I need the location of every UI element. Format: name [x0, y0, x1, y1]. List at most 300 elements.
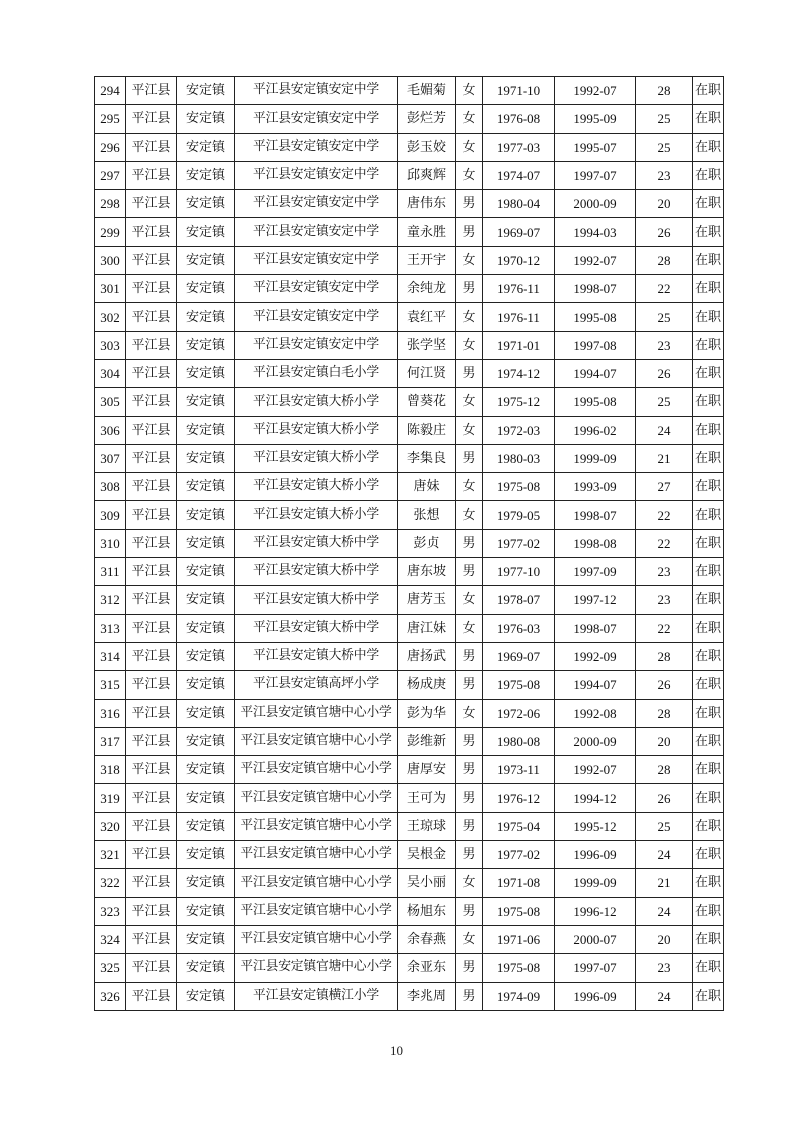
teaching-years-cell: 20 — [636, 925, 693, 953]
birth-date-cell: 1975-12 — [483, 388, 555, 416]
school-cell: 平江县安定镇横江小学 — [235, 982, 398, 1010]
status-cell: 在职 — [693, 444, 724, 472]
teaching-years-cell: 23 — [636, 161, 693, 189]
teaching-years-cell: 23 — [636, 586, 693, 614]
teaching-years-cell: 28 — [636, 756, 693, 784]
row-number-cell: 297 — [95, 161, 126, 189]
status-cell: 在职 — [693, 529, 724, 557]
county-cell: 平江县 — [126, 841, 177, 869]
school-cell: 平江县安定镇白毛小学 — [235, 359, 398, 387]
row-number-cell: 308 — [95, 473, 126, 501]
start-date-cell: 1996-12 — [555, 897, 636, 925]
status-cell: 在职 — [693, 925, 724, 953]
teaching-years-cell: 25 — [636, 105, 693, 133]
birth-date-cell: 1975-08 — [483, 473, 555, 501]
start-date-cell: 1993-09 — [555, 473, 636, 501]
school-cell: 平江县安定镇大桥中学 — [235, 558, 398, 586]
gender-cell: 男 — [456, 727, 483, 755]
row-number-cell: 300 — [95, 246, 126, 274]
page-number: 10 — [390, 1043, 403, 1058]
table-row — [95, 614, 724, 642]
row-number-cell: 318 — [95, 756, 126, 784]
gender-cell: 男 — [456, 841, 483, 869]
gender-cell: 女 — [456, 388, 483, 416]
teaching-years-cell: 23 — [636, 331, 693, 359]
teacher-name-cell: 王开宇 — [398, 246, 456, 274]
teaching-years-cell: 24 — [636, 841, 693, 869]
birth-date-cell: 1977-02 — [483, 529, 555, 557]
table-row — [95, 699, 724, 727]
teacher-name-cell: 陈毅庄 — [398, 416, 456, 444]
teacher-name-cell: 唐江妹 — [398, 614, 456, 642]
row-number-cell: 296 — [95, 133, 126, 161]
start-date-cell: 1996-02 — [555, 416, 636, 444]
teaching-years-cell: 25 — [636, 812, 693, 840]
county-cell: 平江县 — [126, 642, 177, 670]
county-cell: 平江县 — [126, 727, 177, 755]
teaching-years-cell: 28 — [636, 246, 693, 274]
school-cell: 平江县安定镇官塘中心小学 — [235, 727, 398, 755]
status-cell: 在职 — [693, 303, 724, 331]
town-cell: 安定镇 — [177, 303, 235, 331]
teacher-name-cell: 唐扬武 — [398, 642, 456, 670]
school-cell: 平江县安定镇官塘中心小学 — [235, 699, 398, 727]
start-date-cell: 1998-08 — [555, 529, 636, 557]
school-cell: 平江县安定镇安定中学 — [235, 190, 398, 218]
school-cell: 平江县安定镇高坪小学 — [235, 671, 398, 699]
status-cell: 在职 — [693, 416, 724, 444]
town-cell: 安定镇 — [177, 869, 235, 897]
start-date-cell: 1997-08 — [555, 331, 636, 359]
start-date-cell: 1996-09 — [555, 841, 636, 869]
teacher-name-cell: 唐东坡 — [398, 558, 456, 586]
birth-date-cell: 1977-03 — [483, 133, 555, 161]
teacher-name-cell: 唐妹 — [398, 473, 456, 501]
row-number-cell: 309 — [95, 501, 126, 529]
teaching-years-cell: 25 — [636, 133, 693, 161]
school-cell: 平江县安定镇官塘中心小学 — [235, 756, 398, 784]
gender-cell: 女 — [456, 614, 483, 642]
town-cell: 安定镇 — [177, 331, 235, 359]
teaching-years-cell: 22 — [636, 614, 693, 642]
gender-cell: 男 — [456, 671, 483, 699]
school-cell: 平江县安定镇安定中学 — [235, 218, 398, 246]
school-cell: 平江县安定镇官塘中心小学 — [235, 954, 398, 982]
county-cell: 平江县 — [126, 784, 177, 812]
row-number-cell: 312 — [95, 586, 126, 614]
town-cell: 安定镇 — [177, 558, 235, 586]
town-cell: 安定镇 — [177, 246, 235, 274]
town-cell: 安定镇 — [177, 416, 235, 444]
county-cell: 平江县 — [126, 416, 177, 444]
row-number-cell: 301 — [95, 275, 126, 303]
start-date-cell: 1996-09 — [555, 982, 636, 1010]
county-cell: 平江县 — [126, 473, 177, 501]
status-cell: 在职 — [693, 784, 724, 812]
teaching-years-cell: 25 — [636, 388, 693, 416]
status-cell: 在职 — [693, 388, 724, 416]
county-cell: 平江县 — [126, 812, 177, 840]
start-date-cell: 1994-07 — [555, 671, 636, 699]
teacher-name-cell: 杨成庚 — [398, 671, 456, 699]
status-cell: 在职 — [693, 161, 724, 189]
school-cell: 平江县安定镇安定中学 — [235, 105, 398, 133]
birth-date-cell: 1976-12 — [483, 784, 555, 812]
county-cell: 平江县 — [126, 756, 177, 784]
table-row — [95, 275, 724, 303]
county-cell: 平江县 — [126, 444, 177, 472]
status-cell: 在职 — [693, 77, 724, 105]
teaching-years-cell: 24 — [636, 982, 693, 1010]
county-cell: 平江县 — [126, 161, 177, 189]
teacher-name-cell: 杨旭东 — [398, 897, 456, 925]
teaching-years-cell: 20 — [636, 190, 693, 218]
row-number-cell: 322 — [95, 869, 126, 897]
teacher-name-cell: 李兆周 — [398, 982, 456, 1010]
birth-date-cell: 1978-07 — [483, 586, 555, 614]
birth-date-cell: 1979-05 — [483, 501, 555, 529]
start-date-cell: 1998-07 — [555, 614, 636, 642]
county-cell: 平江县 — [126, 190, 177, 218]
table-row — [95, 133, 724, 161]
county-cell: 平江县 — [126, 359, 177, 387]
table-row — [95, 246, 724, 274]
status-cell: 在职 — [693, 275, 724, 303]
row-number-cell: 298 — [95, 190, 126, 218]
status-cell: 在职 — [693, 473, 724, 501]
school-cell: 平江县安定镇大桥小学 — [235, 388, 398, 416]
teaching-years-cell: 26 — [636, 671, 693, 699]
start-date-cell: 1992-07 — [555, 756, 636, 784]
gender-cell: 女 — [456, 303, 483, 331]
birth-date-cell: 1976-03 — [483, 614, 555, 642]
birth-date-cell: 1973-11 — [483, 756, 555, 784]
teacher-name-cell: 余纯龙 — [398, 275, 456, 303]
start-date-cell: 1997-09 — [555, 558, 636, 586]
town-cell: 安定镇 — [177, 925, 235, 953]
birth-date-cell: 1970-12 — [483, 246, 555, 274]
table-row — [95, 218, 724, 246]
county-cell: 平江县 — [126, 614, 177, 642]
teacher-name-cell: 王可为 — [398, 784, 456, 812]
gender-cell: 女 — [456, 699, 483, 727]
status-cell: 在职 — [693, 897, 724, 925]
teacher-name-cell: 王琼球 — [398, 812, 456, 840]
birth-date-cell: 1972-03 — [483, 416, 555, 444]
school-cell: 平江县安定镇安定中学 — [235, 246, 398, 274]
town-cell: 安定镇 — [177, 77, 235, 105]
gender-cell: 男 — [456, 275, 483, 303]
teacher-name-cell: 何江贤 — [398, 359, 456, 387]
teaching-years-cell: 24 — [636, 897, 693, 925]
table-row — [95, 388, 724, 416]
row-number-cell: 302 — [95, 303, 126, 331]
school-cell: 平江县安定镇安定中学 — [235, 303, 398, 331]
county-cell: 平江县 — [126, 586, 177, 614]
row-number-cell: 320 — [95, 812, 126, 840]
teacher-name-cell: 彭贞 — [398, 529, 456, 557]
gender-cell: 男 — [456, 954, 483, 982]
status-cell: 在职 — [693, 501, 724, 529]
teacher-name-cell: 彭维新 — [398, 727, 456, 755]
school-cell: 平江县安定镇官塘中心小学 — [235, 841, 398, 869]
table-row — [95, 416, 724, 444]
town-cell: 安定镇 — [177, 529, 235, 557]
school-cell: 平江县安定镇官塘中心小学 — [235, 897, 398, 925]
county-cell: 平江县 — [126, 671, 177, 699]
table-row — [95, 812, 724, 840]
row-number-cell: 311 — [95, 558, 126, 586]
teaching-years-cell: 27 — [636, 473, 693, 501]
table-row — [95, 841, 724, 869]
county-cell: 平江县 — [126, 218, 177, 246]
town-cell: 安定镇 — [177, 897, 235, 925]
school-cell: 平江县安定镇大桥中学 — [235, 529, 398, 557]
start-date-cell: 1994-07 — [555, 359, 636, 387]
table-row — [95, 303, 724, 331]
town-cell: 安定镇 — [177, 812, 235, 840]
birth-date-cell: 1980-04 — [483, 190, 555, 218]
row-number-cell: 315 — [95, 671, 126, 699]
town-cell: 安定镇 — [177, 586, 235, 614]
school-cell: 平江县安定镇大桥小学 — [235, 501, 398, 529]
county-cell: 平江县 — [126, 869, 177, 897]
county-cell: 平江县 — [126, 77, 177, 105]
birth-date-cell: 1976-11 — [483, 303, 555, 331]
teacher-name-cell: 童永胜 — [398, 218, 456, 246]
gender-cell: 女 — [456, 246, 483, 274]
table-row — [95, 897, 724, 925]
row-number-cell: 305 — [95, 388, 126, 416]
teacher-name-cell: 吴根金 — [398, 841, 456, 869]
gender-cell: 男 — [456, 529, 483, 557]
county-cell: 平江县 — [126, 954, 177, 982]
row-number-cell: 310 — [95, 529, 126, 557]
teacher-name-cell: 毛媚菊 — [398, 77, 456, 105]
town-cell: 安定镇 — [177, 388, 235, 416]
start-date-cell: 1997-12 — [555, 586, 636, 614]
teaching-years-cell: 22 — [636, 529, 693, 557]
table-row — [95, 784, 724, 812]
school-cell: 平江县安定镇大桥小学 — [235, 444, 398, 472]
county-cell: 平江县 — [126, 133, 177, 161]
gender-cell: 女 — [456, 161, 483, 189]
county-cell: 平江县 — [126, 303, 177, 331]
status-cell: 在职 — [693, 727, 724, 755]
teacher-name-cell: 余亚东 — [398, 954, 456, 982]
teaching-years-cell: 20 — [636, 727, 693, 755]
status-cell: 在职 — [693, 586, 724, 614]
start-date-cell: 1992-09 — [555, 642, 636, 670]
table-row — [95, 77, 724, 105]
teacher-name-cell: 彭烂芳 — [398, 105, 456, 133]
town-cell: 安定镇 — [177, 218, 235, 246]
row-number-cell: 313 — [95, 614, 126, 642]
start-date-cell: 1995-12 — [555, 812, 636, 840]
birth-date-cell: 1976-08 — [483, 105, 555, 133]
gender-cell: 女 — [456, 501, 483, 529]
birth-date-cell: 1969-07 — [483, 218, 555, 246]
birth-date-cell: 1975-08 — [483, 954, 555, 982]
start-date-cell: 1995-07 — [555, 133, 636, 161]
table-row — [95, 982, 724, 1010]
birth-date-cell: 1969-07 — [483, 642, 555, 670]
town-cell: 安定镇 — [177, 359, 235, 387]
teacher-name-cell: 李集良 — [398, 444, 456, 472]
teaching-years-cell: 26 — [636, 784, 693, 812]
town-cell: 安定镇 — [177, 105, 235, 133]
table-row — [95, 190, 724, 218]
county-cell: 平江县 — [126, 897, 177, 925]
gender-cell: 男 — [456, 642, 483, 670]
birth-date-cell: 1977-02 — [483, 841, 555, 869]
teacher-name-cell: 袁红平 — [398, 303, 456, 331]
status-cell: 在职 — [693, 982, 724, 1010]
table-row — [95, 331, 724, 359]
gender-cell: 男 — [456, 190, 483, 218]
school-cell: 平江县安定镇大桥小学 — [235, 473, 398, 501]
start-date-cell: 1995-08 — [555, 303, 636, 331]
row-number-cell: 303 — [95, 331, 126, 359]
status-cell: 在职 — [693, 812, 724, 840]
table-row — [95, 869, 724, 897]
row-number-cell: 294 — [95, 77, 126, 105]
status-cell: 在职 — [693, 671, 724, 699]
status-cell: 在职 — [693, 105, 724, 133]
town-cell: 安定镇 — [177, 841, 235, 869]
school-cell: 平江县安定镇安定中学 — [235, 331, 398, 359]
town-cell: 安定镇 — [177, 671, 235, 699]
school-cell: 平江县安定镇大桥中学 — [235, 586, 398, 614]
status-cell: 在职 — [693, 614, 724, 642]
start-date-cell: 1999-09 — [555, 869, 636, 897]
birth-date-cell: 1971-10 — [483, 77, 555, 105]
gender-cell: 男 — [456, 558, 483, 586]
table-row — [95, 501, 724, 529]
status-cell: 在职 — [693, 218, 724, 246]
row-number-cell: 295 — [95, 105, 126, 133]
teacher-name-cell: 唐芳玉 — [398, 586, 456, 614]
start-date-cell: 1998-07 — [555, 275, 636, 303]
start-date-cell: 1997-07 — [555, 954, 636, 982]
teaching-years-cell: 21 — [636, 444, 693, 472]
start-date-cell: 1992-07 — [555, 77, 636, 105]
town-cell: 安定镇 — [177, 727, 235, 755]
town-cell: 安定镇 — [177, 756, 235, 784]
table-row — [95, 558, 724, 586]
row-number-cell: 304 — [95, 359, 126, 387]
status-cell: 在职 — [693, 954, 724, 982]
table-row — [95, 727, 724, 755]
start-date-cell: 2000-07 — [555, 925, 636, 953]
county-cell: 平江县 — [126, 982, 177, 1010]
school-cell: 平江县安定镇安定中学 — [235, 161, 398, 189]
gender-cell: 男 — [456, 784, 483, 812]
gender-cell: 男 — [456, 756, 483, 784]
row-number-cell: 306 — [95, 416, 126, 444]
row-number-cell: 316 — [95, 699, 126, 727]
teacher-name-cell: 吴小丽 — [398, 869, 456, 897]
start-date-cell: 1994-03 — [555, 218, 636, 246]
birth-date-cell: 1975-08 — [483, 671, 555, 699]
town-cell: 安定镇 — [177, 275, 235, 303]
table-row — [95, 105, 724, 133]
county-cell: 平江县 — [126, 925, 177, 953]
row-number-cell: 314 — [95, 642, 126, 670]
teaching-years-cell: 25 — [636, 303, 693, 331]
teaching-years-cell: 22 — [636, 275, 693, 303]
table-row — [95, 925, 724, 953]
birth-date-cell: 1977-10 — [483, 558, 555, 586]
town-cell: 安定镇 — [177, 614, 235, 642]
gender-cell: 男 — [456, 812, 483, 840]
birth-date-cell: 1974-09 — [483, 982, 555, 1010]
status-cell: 在职 — [693, 359, 724, 387]
gender-cell: 男 — [456, 359, 483, 387]
start-date-cell: 1992-07 — [555, 246, 636, 274]
town-cell: 安定镇 — [177, 473, 235, 501]
status-cell: 在职 — [693, 246, 724, 274]
birth-date-cell: 1980-08 — [483, 727, 555, 755]
row-number-cell: 325 — [95, 954, 126, 982]
town-cell: 安定镇 — [177, 699, 235, 727]
status-cell: 在职 — [693, 558, 724, 586]
teacher-name-cell: 唐伟东 — [398, 190, 456, 218]
start-date-cell: 1995-08 — [555, 388, 636, 416]
birth-date-cell: 1975-08 — [483, 897, 555, 925]
gender-cell: 女 — [456, 473, 483, 501]
start-date-cell: 1998-07 — [555, 501, 636, 529]
town-cell: 安定镇 — [177, 133, 235, 161]
table-row — [95, 954, 724, 982]
gender-cell: 女 — [456, 133, 483, 161]
school-cell: 平江县安定镇大桥中学 — [235, 614, 398, 642]
birth-date-cell: 1971-06 — [483, 925, 555, 953]
school-cell: 平江县安定镇安定中学 — [235, 133, 398, 161]
table-row — [95, 642, 724, 670]
status-cell: 在职 — [693, 190, 724, 218]
school-cell: 平江县安定镇官塘中心小学 — [235, 925, 398, 953]
row-number-cell: 324 — [95, 925, 126, 953]
row-number-cell: 317 — [95, 727, 126, 755]
gender-cell: 女 — [456, 586, 483, 614]
table-row — [95, 473, 724, 501]
birth-date-cell: 1975-04 — [483, 812, 555, 840]
county-cell: 平江县 — [126, 275, 177, 303]
school-cell: 平江县安定镇官塘中心小学 — [235, 784, 398, 812]
town-cell: 安定镇 — [177, 642, 235, 670]
birth-date-cell: 1974-12 — [483, 359, 555, 387]
county-cell: 平江县 — [126, 246, 177, 274]
gender-cell: 女 — [456, 77, 483, 105]
teaching-years-cell: 23 — [636, 558, 693, 586]
teacher-name-cell: 彭为华 — [398, 699, 456, 727]
teacher-name-cell: 张学坚 — [398, 331, 456, 359]
town-cell: 安定镇 — [177, 444, 235, 472]
teaching-years-cell: 26 — [636, 359, 693, 387]
teacher-name-cell: 曾葵花 — [398, 388, 456, 416]
school-cell: 平江县安定镇安定中学 — [235, 77, 398, 105]
county-cell: 平江县 — [126, 501, 177, 529]
table-row — [95, 671, 724, 699]
status-cell: 在职 — [693, 642, 724, 670]
gender-cell: 男 — [456, 982, 483, 1010]
teacher-roster-table — [94, 76, 724, 1011]
roster-body — [95, 77, 724, 1011]
county-cell: 平江县 — [126, 105, 177, 133]
birth-date-cell: 1972-06 — [483, 699, 555, 727]
school-cell: 平江县安定镇官塘中心小学 — [235, 812, 398, 840]
